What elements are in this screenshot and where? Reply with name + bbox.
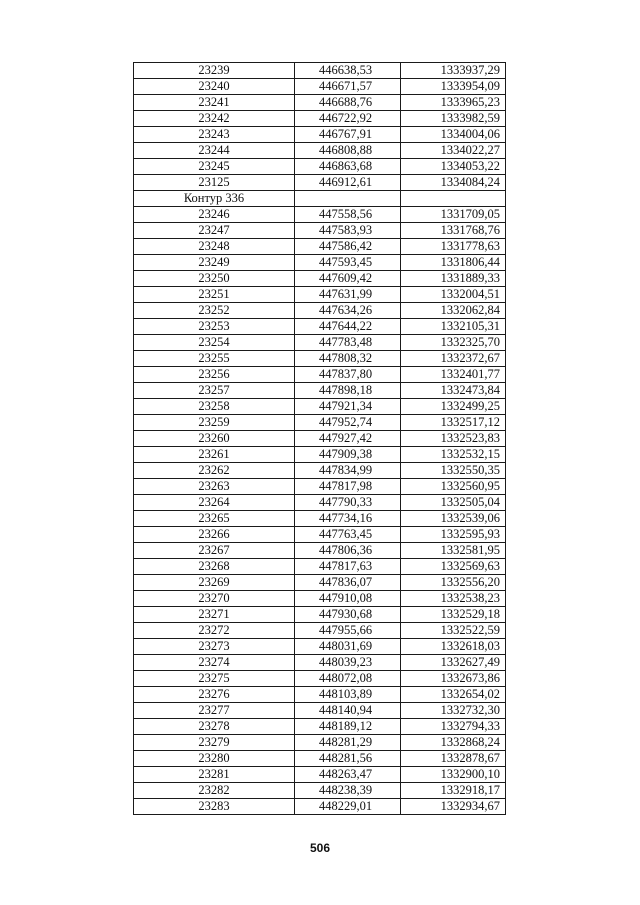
x-coordinate-cell: 447909,38 xyxy=(295,447,401,463)
table-row xyxy=(134,447,506,463)
point-number-cell: 23271 xyxy=(134,607,295,623)
x-coordinate-cell: 447834,99 xyxy=(295,463,401,479)
y-coordinate-cell: 1332004,51 xyxy=(401,287,506,303)
y-coordinate-cell: 1331806,44 xyxy=(401,255,506,271)
table-row xyxy=(134,159,506,175)
table-row xyxy=(134,543,506,559)
x-coordinate-cell: 447593,45 xyxy=(295,255,401,271)
table-row xyxy=(134,799,506,815)
y-coordinate-cell: 1332868,24 xyxy=(401,735,506,751)
table-row xyxy=(134,671,506,687)
table-row xyxy=(134,63,506,79)
y-coordinate-cell: 1332105,31 xyxy=(401,319,506,335)
point-number-cell: 23240 xyxy=(134,79,295,95)
table-row xyxy=(134,207,506,223)
y-coordinate-cell: 1332401,77 xyxy=(401,367,506,383)
table-row xyxy=(134,111,506,127)
y-coordinate-cell: 1332556,20 xyxy=(401,575,506,591)
point-number-cell: 23259 xyxy=(134,415,295,431)
point-number-cell: 23261 xyxy=(134,447,295,463)
point-number-cell: 23269 xyxy=(134,575,295,591)
x-coordinate-cell: 447644,22 xyxy=(295,319,401,335)
x-coordinate-cell: 446912,61 xyxy=(295,175,401,191)
y-coordinate-cell: 1332934,67 xyxy=(401,799,506,815)
x-coordinate-cell: 447921,34 xyxy=(295,399,401,415)
x-coordinate-cell: 448039,23 xyxy=(295,655,401,671)
table-row xyxy=(134,527,506,543)
table-row xyxy=(134,255,506,271)
x-coordinate-cell: 447930,68 xyxy=(295,607,401,623)
y-coordinate-cell: 1332517,12 xyxy=(401,415,506,431)
page-number: 506 xyxy=(309,841,331,855)
table-row xyxy=(134,607,506,623)
x-coordinate-cell: 447817,98 xyxy=(295,479,401,495)
point-number-cell: 23252 xyxy=(134,303,295,319)
point-number-cell: 23242 xyxy=(134,111,295,127)
x-coordinate-cell: 447790,33 xyxy=(295,495,401,511)
x-coordinate-cell: 448140,94 xyxy=(295,703,401,719)
point-number-cell: 23251 xyxy=(134,287,295,303)
x-coordinate-cell: 448189,12 xyxy=(295,719,401,735)
point-number-cell: 23278 xyxy=(134,719,295,735)
y-coordinate-cell: 1332062,84 xyxy=(401,303,506,319)
y-coordinate-cell: 1331768,76 xyxy=(401,223,506,239)
x-coordinate-cell: 447955,66 xyxy=(295,623,401,639)
x-coordinate-cell: 446808,88 xyxy=(295,143,401,159)
point-number-cell: 23267 xyxy=(134,543,295,559)
x-coordinate-cell: 448281,56 xyxy=(295,751,401,767)
table-row xyxy=(134,575,506,591)
x-coordinate-cell: 447808,32 xyxy=(295,351,401,367)
y-coordinate-cell: 1332532,15 xyxy=(401,447,506,463)
y-coordinate-cell: 1333982,59 xyxy=(401,111,506,127)
y-coordinate-cell: 1332569,63 xyxy=(401,559,506,575)
table-row xyxy=(134,511,506,527)
x-coordinate-cell: 447952,74 xyxy=(295,415,401,431)
x-coordinate-cell: 447558,56 xyxy=(295,207,401,223)
y-coordinate-cell: 1332522,59 xyxy=(401,623,506,639)
table-row xyxy=(134,655,506,671)
table-row xyxy=(134,287,506,303)
x-coordinate-cell: 447898,18 xyxy=(295,383,401,399)
point-number-cell: 23266 xyxy=(134,527,295,543)
point-number-cell: 23273 xyxy=(134,639,295,655)
point-number-cell: 23250 xyxy=(134,271,295,287)
point-number-cell: 23244 xyxy=(134,143,295,159)
x-coordinate-cell: 447583,93 xyxy=(295,223,401,239)
y-coordinate-cell: 1332372,67 xyxy=(401,351,506,367)
table-row xyxy=(134,79,506,95)
point-number-cell: 23260 xyxy=(134,431,295,447)
x-coordinate-cell: 447783,48 xyxy=(295,335,401,351)
table-row xyxy=(134,719,506,735)
point-number-cell: 23249 xyxy=(134,255,295,271)
x-coordinate-cell: 447763,45 xyxy=(295,527,401,543)
table-row xyxy=(134,175,506,191)
y-coordinate-cell: 1332878,67 xyxy=(401,751,506,767)
y-coordinate-cell: 1332560,95 xyxy=(401,479,506,495)
table-row xyxy=(134,687,506,703)
y-coordinate-cell: 1332581,95 xyxy=(401,543,506,559)
x-coordinate-cell: 447927,42 xyxy=(295,431,401,447)
y-coordinate-cell: 1334053,22 xyxy=(401,159,506,175)
point-number-cell: 23241 xyxy=(134,95,295,111)
y-coordinate-cell: 1332673,86 xyxy=(401,671,506,687)
x-coordinate-cell: 447837,80 xyxy=(295,367,401,383)
table-row xyxy=(134,223,506,239)
x-coordinate-cell: 448229,01 xyxy=(295,799,401,815)
point-number-cell: 23274 xyxy=(134,655,295,671)
point-number-cell: 23256 xyxy=(134,367,295,383)
point-number-cell: 23239 xyxy=(134,63,295,79)
point-number-cell: 23258 xyxy=(134,399,295,415)
y-coordinate-cell: 1332529,18 xyxy=(401,607,506,623)
point-number-cell: 23255 xyxy=(134,351,295,367)
table-row xyxy=(134,735,506,751)
table-row xyxy=(134,703,506,719)
point-number-cell: 23275 xyxy=(134,671,295,687)
x-coordinate-cell: 447806,36 xyxy=(295,543,401,559)
point-number-cell: 23282 xyxy=(134,783,295,799)
table-row xyxy=(134,623,506,639)
point-number-cell: 23254 xyxy=(134,335,295,351)
y-coordinate-cell: 1332918,17 xyxy=(401,783,506,799)
x-coordinate-cell xyxy=(295,191,401,207)
y-coordinate-cell xyxy=(401,191,506,207)
table-row xyxy=(134,463,506,479)
y-coordinate-cell: 1331778,63 xyxy=(401,239,506,255)
table-row xyxy=(134,335,506,351)
x-coordinate-cell: 448072,08 xyxy=(295,671,401,687)
point-number-cell: 23247 xyxy=(134,223,295,239)
y-coordinate-cell: 1331889,33 xyxy=(401,271,506,287)
y-coordinate-cell: 1333937,29 xyxy=(401,63,506,79)
point-number-cell: 23257 xyxy=(134,383,295,399)
y-coordinate-cell: 1332523,83 xyxy=(401,431,506,447)
x-coordinate-cell: 448103,89 xyxy=(295,687,401,703)
point-number-cell: 23243 xyxy=(134,127,295,143)
table-row xyxy=(134,479,506,495)
y-coordinate-cell: 1334084,24 xyxy=(401,175,506,191)
table-row xyxy=(134,271,506,287)
table-row xyxy=(134,495,506,511)
point-number-cell: 23276 xyxy=(134,687,295,703)
point-number-cell: 23280 xyxy=(134,751,295,767)
y-coordinate-cell: 1332794,33 xyxy=(401,719,506,735)
point-number-cell: 23277 xyxy=(134,703,295,719)
x-coordinate-cell: 447634,26 xyxy=(295,303,401,319)
table-row xyxy=(134,431,506,447)
y-coordinate-cell: 1334022,27 xyxy=(401,143,506,159)
x-coordinate-cell: 448263,47 xyxy=(295,767,401,783)
table-row xyxy=(134,351,506,367)
y-coordinate-cell: 1332499,25 xyxy=(401,399,506,415)
point-number-cell: 23265 xyxy=(134,511,295,527)
point-number-cell: 23125 xyxy=(134,175,295,191)
table-row xyxy=(134,415,506,431)
contour-header-row xyxy=(134,191,506,207)
point-number-cell: 23272 xyxy=(134,623,295,639)
table-row xyxy=(134,319,506,335)
x-coordinate-cell: 446671,57 xyxy=(295,79,401,95)
point-number-cell: Контур 336 xyxy=(134,191,295,207)
point-number-cell: 23253 xyxy=(134,319,295,335)
y-coordinate-cell: 1332325,70 xyxy=(401,335,506,351)
table-row xyxy=(134,783,506,799)
point-number-cell: 23279 xyxy=(134,735,295,751)
point-number-cell: 23264 xyxy=(134,495,295,511)
y-coordinate-cell: 1333954,09 xyxy=(401,79,506,95)
table-row xyxy=(134,239,506,255)
x-coordinate-cell: 446722,92 xyxy=(295,111,401,127)
table-row xyxy=(134,367,506,383)
x-coordinate-cell: 447586,42 xyxy=(295,239,401,255)
table-row xyxy=(134,591,506,607)
x-coordinate-cell: 446767,91 xyxy=(295,127,401,143)
point-number-cell: 23248 xyxy=(134,239,295,255)
x-coordinate-cell: 447817,63 xyxy=(295,559,401,575)
y-coordinate-cell: 1332538,23 xyxy=(401,591,506,607)
y-coordinate-cell: 1332618,03 xyxy=(401,639,506,655)
x-coordinate-cell: 446688,76 xyxy=(295,95,401,111)
table-row xyxy=(134,639,506,655)
x-coordinate-cell: 448238,39 xyxy=(295,783,401,799)
y-coordinate-cell: 1332595,93 xyxy=(401,527,506,543)
y-coordinate-cell: 1332505,04 xyxy=(401,495,506,511)
table-row xyxy=(134,559,506,575)
y-coordinate-cell: 1332654,02 xyxy=(401,687,506,703)
y-coordinate-cell: 1332627,49 xyxy=(401,655,506,671)
x-coordinate-cell: 447836,07 xyxy=(295,575,401,591)
table-row xyxy=(134,399,506,415)
table-row xyxy=(134,127,506,143)
x-coordinate-cell: 446863,68 xyxy=(295,159,401,175)
point-number-cell: 23245 xyxy=(134,159,295,175)
point-number-cell: 23270 xyxy=(134,591,295,607)
coordinates-table-body xyxy=(134,63,506,815)
point-number-cell: 23246 xyxy=(134,207,295,223)
table-row xyxy=(134,303,506,319)
coordinates-table xyxy=(133,62,506,815)
point-number-cell: 23263 xyxy=(134,479,295,495)
y-coordinate-cell: 1332473,84 xyxy=(401,383,506,399)
y-coordinate-cell: 1332900,10 xyxy=(401,767,506,783)
y-coordinate-cell: 1331709,05 xyxy=(401,207,506,223)
x-coordinate-cell: 447734,16 xyxy=(295,511,401,527)
table-row xyxy=(134,751,506,767)
table-row xyxy=(134,383,506,399)
point-number-cell: 23268 xyxy=(134,559,295,575)
table-row xyxy=(134,143,506,159)
point-number-cell: 23281 xyxy=(134,767,295,783)
x-coordinate-cell: 447609,42 xyxy=(295,271,401,287)
x-coordinate-cell: 448281,29 xyxy=(295,735,401,751)
point-number-cell: 23283 xyxy=(134,799,295,815)
x-coordinate-cell: 446638,53 xyxy=(295,63,401,79)
point-number-cell: 23262 xyxy=(134,463,295,479)
x-coordinate-cell: 448031,69 xyxy=(295,639,401,655)
table-row xyxy=(134,767,506,783)
y-coordinate-cell: 1332732,30 xyxy=(401,703,506,719)
y-coordinate-cell: 1334004,06 xyxy=(401,127,506,143)
y-coordinate-cell: 1332550,35 xyxy=(401,463,506,479)
y-coordinate-cell: 1333965,23 xyxy=(401,95,506,111)
table-row xyxy=(134,95,506,111)
y-coordinate-cell: 1332539,06 xyxy=(401,511,506,527)
x-coordinate-cell: 447631,99 xyxy=(295,287,401,303)
x-coordinate-cell: 447910,08 xyxy=(295,591,401,607)
